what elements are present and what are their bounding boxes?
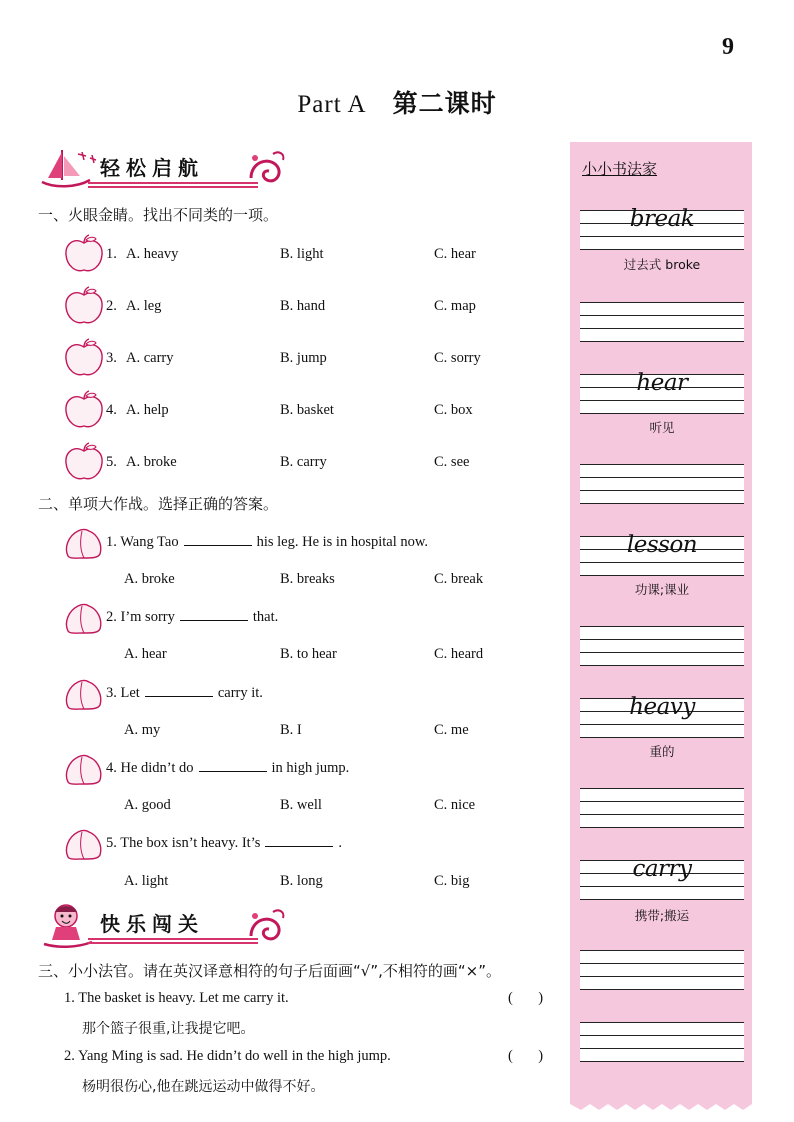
writing-lines-carry (580, 856, 744, 900)
option-b: B. jump (280, 350, 327, 366)
practice-lines[interactable] (580, 1022, 744, 1062)
swirl-ornament-icon (245, 906, 290, 948)
section2-item-2 (62, 601, 532, 635)
apple-icon (62, 338, 106, 378)
answer-blank[interactable] (199, 760, 267, 772)
option-a: A. carry (126, 350, 174, 366)
practice-lines[interactable] (580, 788, 744, 828)
option-b: B. to hear (280, 646, 337, 662)
writing-lines-break (580, 206, 744, 250)
chinese-translation: 那个篮子很重,让我提它吧。 (82, 1021, 255, 1037)
swirl-ornament-icon (245, 148, 290, 190)
section2-item-1 (62, 526, 532, 560)
option-b: B. basket (280, 402, 334, 418)
stem-pre: 1. Wang Tao (106, 534, 179, 550)
stem-post: . (338, 835, 343, 851)
word-gloss: 携带;搬运 (634, 908, 690, 923)
page-title (0, 84, 794, 120)
word-gloss: 听见 (649, 420, 675, 435)
item-number: 1. (106, 246, 117, 262)
option-a: A. broke (126, 454, 177, 470)
option-c: C. nice (434, 797, 476, 813)
option-c: C. hear (434, 246, 476, 262)
answer-blank[interactable] (184, 534, 252, 546)
stem-post: that. (252, 609, 279, 625)
writing-lines-lesson (580, 532, 744, 576)
word-gloss: 过去式 broke (623, 257, 701, 272)
banner-happy (40, 902, 290, 946)
english-sentence: 1. The basket is heavy. Let me carry it. (64, 990, 289, 1006)
option-c: C. big (434, 873, 470, 889)
option-c: C. see (434, 454, 470, 470)
item-number: 2. (106, 298, 117, 314)
section1-heading: 一、火眼金睛。找出不同类的一项。 (38, 206, 279, 224)
section1-item-5 (62, 442, 532, 482)
chinese-translation: 杨明很伤心,他在跳远运动中做得不好。 (82, 1079, 325, 1095)
section2-item-5 (62, 827, 532, 861)
peach-icon (62, 752, 106, 786)
option-a: A. my (124, 722, 161, 738)
banner-relax (40, 146, 290, 190)
option-c: C. me (434, 722, 469, 738)
section2-heading: 二、单项大作战。选择正确的答案。 (38, 495, 279, 513)
option-b: B. I (280, 722, 302, 738)
calligraphy-sidebar (570, 142, 752, 1104)
model-word: hear (636, 370, 688, 396)
apple-icon (62, 390, 106, 430)
option-a: A. heavy (126, 246, 179, 262)
option-b: B. long (280, 873, 323, 889)
model-word: carry (632, 856, 692, 882)
sidebar-zigzag-edge (570, 1098, 752, 1112)
option-a: A. hear (124, 646, 167, 662)
answer-parentheses[interactable]: ( ) (508, 1048, 544, 1064)
practice-lines[interactable] (580, 302, 744, 342)
option-c: C. sorry (434, 350, 481, 366)
peach-icon (62, 827, 106, 861)
peach-icon (62, 526, 106, 560)
word-gloss: 功课;课业 (634, 582, 690, 597)
apple-icon (62, 286, 106, 326)
option-a: A. light (124, 873, 169, 889)
stem-post: in high jump. (271, 760, 350, 776)
item-number: 4. (106, 402, 117, 418)
stem-pre: 5. The box isn’t heavy. It’s (106, 835, 261, 851)
section2-item-3 (62, 677, 532, 711)
word-gloss: 重的 (649, 744, 675, 759)
banner-happy-underline (88, 938, 258, 944)
answer-blank[interactable] (180, 609, 248, 621)
answer-blank[interactable] (265, 835, 333, 847)
writing-lines-heavy (580, 694, 744, 738)
practice-lines[interactable] (580, 950, 744, 990)
option-c: C. map (434, 298, 476, 314)
apple-icon (62, 442, 106, 482)
option-b: B. hand (280, 298, 326, 314)
writing-lines-hear (580, 370, 744, 414)
item-number: 3. (106, 350, 117, 366)
peach-icon (62, 677, 106, 711)
option-b: B. well (280, 797, 322, 813)
option-b: B. light (280, 246, 324, 262)
option-b: B. breaks (280, 571, 335, 587)
option-a: A. broke (124, 571, 175, 587)
practice-lines[interactable] (580, 464, 744, 504)
section1-item-3 (62, 338, 532, 378)
option-c: C. heard (434, 646, 484, 662)
section1-item-4 (62, 390, 532, 430)
section3-heading: 三、小小法官。请在英汉译意相符的句子后面画“√”,不相符的画“×”。 (38, 962, 501, 980)
apple-icon (62, 234, 106, 274)
english-sentence: 2. Yang Ming is sad. He didn’t do well in the high jump. (64, 1048, 391, 1064)
section2-item-4 (62, 752, 532, 786)
option-b: B. carry (280, 454, 327, 470)
page-number: 9 (722, 34, 734, 60)
answer-blank[interactable] (145, 685, 213, 697)
option-a: A. good (124, 797, 171, 813)
banner-relax-text: 轻松启航 (100, 156, 204, 180)
stem-post: his leg. He is in hospital now. (256, 534, 429, 550)
model-word: lesson (626, 532, 698, 558)
answer-parentheses[interactable]: ( ) (508, 990, 544, 1006)
sidebar-title: 小小书法家 (582, 160, 658, 178)
model-word: heavy (629, 694, 695, 720)
model-word: break (629, 206, 695, 232)
option-c: C. box (434, 402, 473, 418)
option-a: A. leg (126, 298, 162, 314)
peach-icon (62, 601, 106, 635)
section1-item-1 (62, 234, 532, 274)
page-title-part: Part A (297, 91, 367, 118)
page-title-lesson: 第二课时 (392, 89, 497, 118)
stem-post: carry it. (217, 685, 263, 701)
option-c: C. break (434, 571, 484, 587)
option-a: A. help (126, 402, 169, 418)
banner-happy-text: 快乐闯关 (100, 912, 204, 936)
section1-item-2 (62, 286, 532, 326)
stem-pre: 3. Let (106, 685, 140, 701)
practice-lines[interactable] (580, 626, 744, 666)
item-number: 5. (106, 454, 117, 470)
banner-relax-underline (88, 182, 258, 188)
stem-pre: 4. He didn’t do (106, 760, 194, 776)
stem-pre: 2. I’m sorry (106, 609, 175, 625)
